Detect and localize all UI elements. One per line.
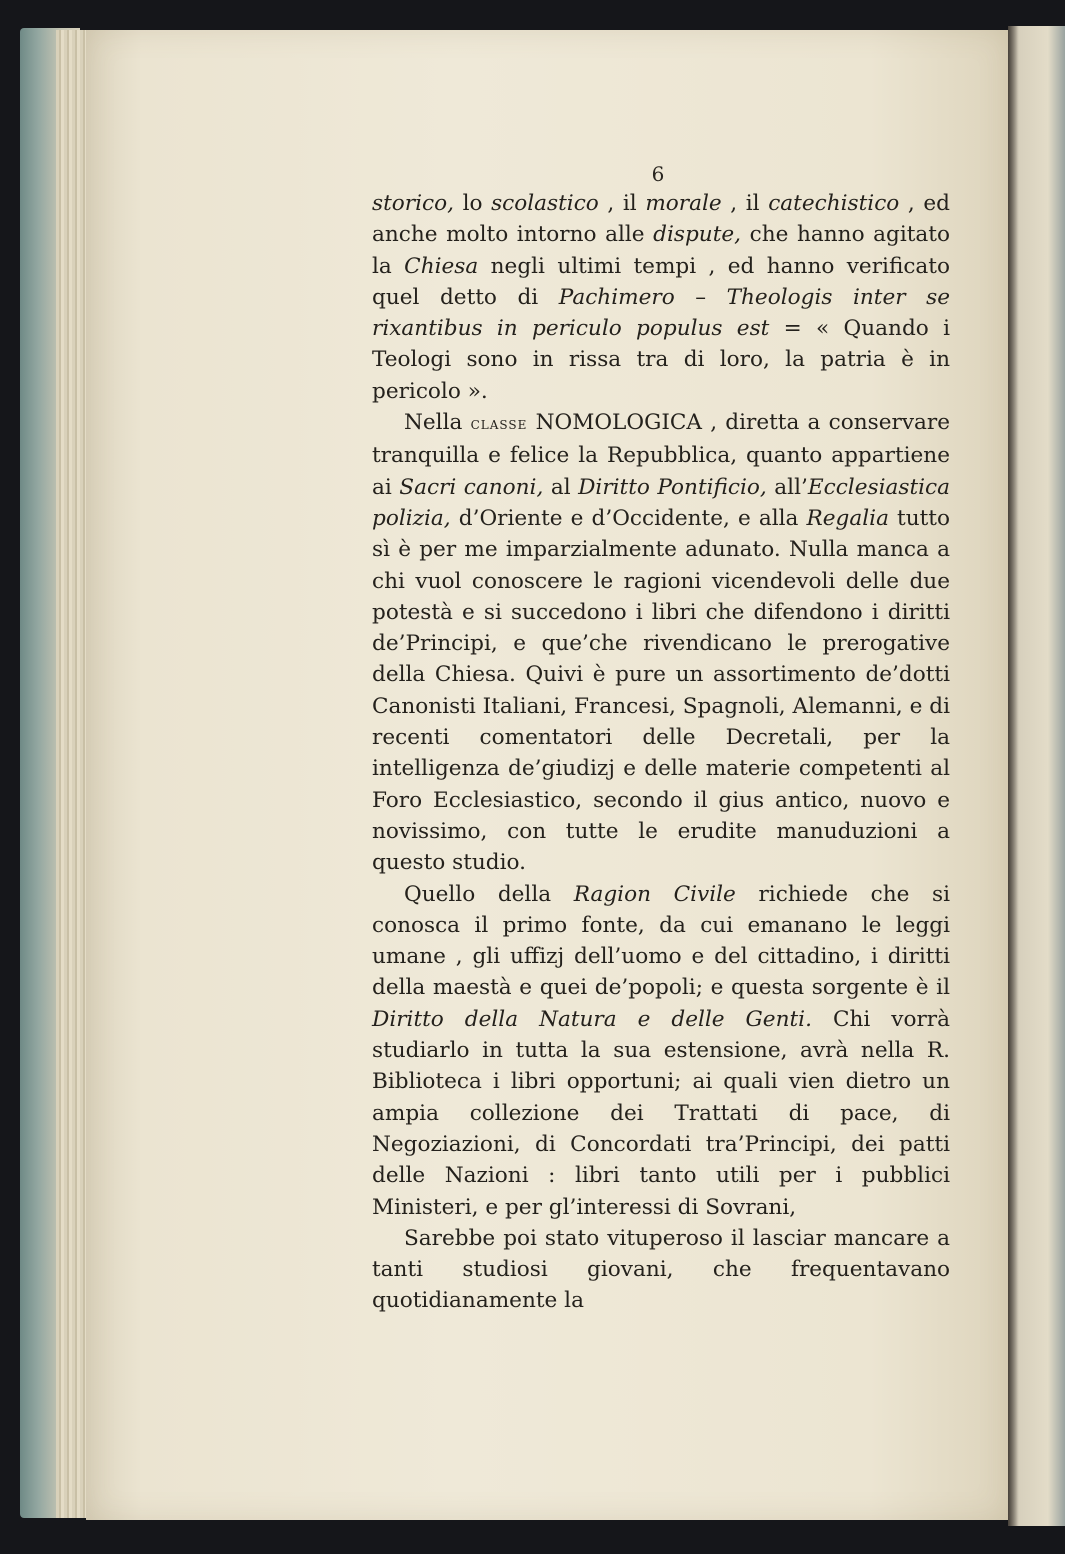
text-span: , il [721,191,769,216]
text-span: Ragion Civile [573,881,736,907]
text-span: che hanno agitato la [372,222,950,279]
paragraph-2 [372,407,950,878]
text-span: Nella [404,410,471,436]
text-span: Sarebbe poi stato vituperoso il lasciar mancare a tanti studiosi giovani, che frequentavano quotidianamente la [372,1225,950,1314]
text-span: Regalia [806,505,889,531]
text-span: negli ultimi tempi , ed hanno verificato quel detto di [372,253,950,310]
text-span: Ecclesiastica polizia, [372,474,950,531]
text-span: Diritto Pontificio, [578,474,767,500]
text-span: Theologis inter se rixantibus in periculo populus est [372,284,950,342]
text-span: , ed anche molto intorno alle [372,191,950,248]
text-span: Pachimero [558,284,675,310]
text-span: dispute, [653,222,742,248]
text-span: lo [453,191,492,216]
body-text [372,188,950,1317]
text-span: classe [470,414,528,435]
page-number: 6 [651,162,665,186]
text-span: al [543,474,579,500]
facing-page-edge [1008,26,1065,1526]
text-span: d’Oriente e d’Occidente, e alla [450,505,807,531]
text-span: , il [598,191,646,216]
text-span: = « Quando i Teologi sono in rissa tra di loro, la patria è in pericolo ». [372,316,950,404]
text-span: all’ [766,474,808,500]
text-span: Chiesa [404,253,479,279]
text-span: Chi vorrà studiarlo in tutta la sua estensione, avrà nella R. Biblioteca i libri opportuni; ai quali vien dietro un ampia collezione dei Trattati di pace, di Negoziazioni, di Concordati tra’Principi, dei patti delle Nazioni : libri tanto utili per i pubblici Ministeri, e per gl’interessi di Sovrani, [372,1006,950,1220]
text-span: NOMOLOGICA , diretta a conservare tranquilla e felice la Repubblica, quanto appartiene ai [372,410,951,500]
text-span: storico, [372,191,454,216]
paragraph-3 [372,879,950,1223]
paragraph-1 [372,188,950,407]
paragraph-4 [372,1223,950,1317]
text-span: Quello della [404,881,574,907]
text-span: scolastico [491,191,599,216]
text-span: Diritto della Natura e delle Genti. [372,1006,812,1032]
text-span: catechistico [768,191,900,216]
text-span: – [674,284,727,310]
text-span: Sacri canoni, [399,474,544,500]
text-span: richiede che si conosca il primo fonte, da cui emanano le leggi umane , gli uffizj dell’uomo e del cittadino, i diritti della maestà e quei de’popoli; e questa sorgente è il [372,881,950,1001]
text-span: morale [645,191,722,216]
text-span: tutto sì è per me imparzialmente adunato. Nulla manca a chi vuol conoscere le ragioni vicendevoli delle due potestà e si succedono i libri che difendono i diritti de’Principi, e que’che rivendicano le prerogative della Chiesa. Quivi è pure un assortimento de’dotti Canonisti Italiani, Francesi, Spagnoli, Alemanni, e di recenti comentatori delle Decretali, per la intelligenza de’giudizj e delle materie competenti al Foro Ecclesiastico, secondo il gius antico, nuovo e novissimo, con tutte le erudite manuduzioni a questo studio. [372,505,950,876]
